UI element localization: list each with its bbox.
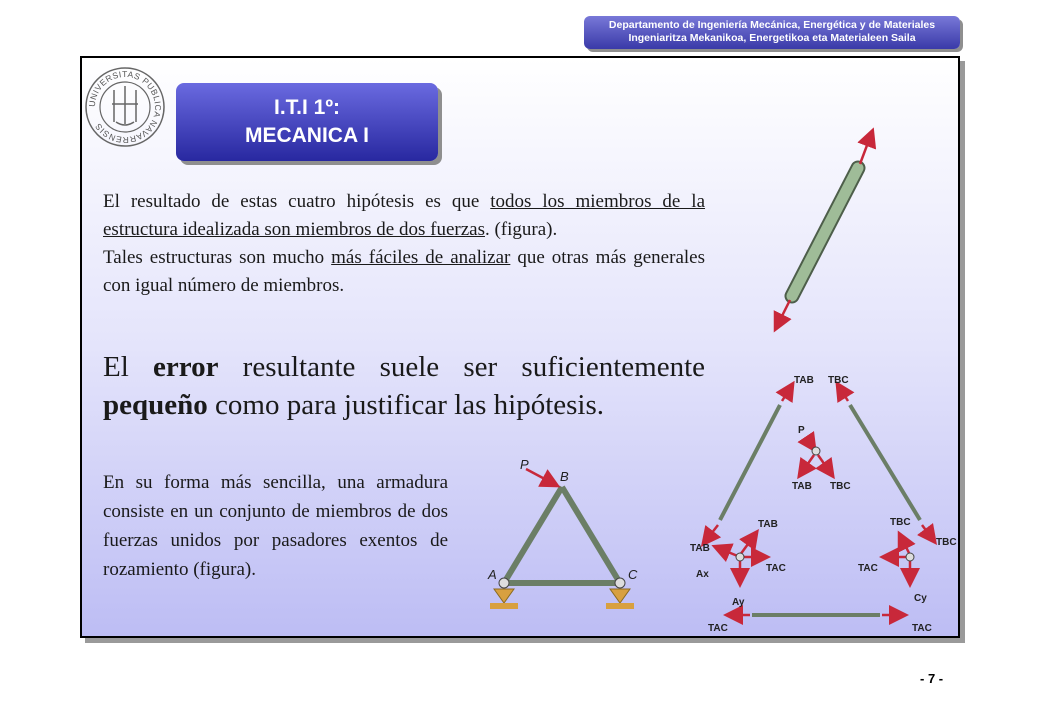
force-label: TBC (936, 537, 957, 548)
underlined-text: todos los miembros de la estructura idealizada son miembros de dos fuerzas (103, 191, 706, 240)
label-p: P (520, 457, 529, 472)
force-label: TAC (766, 563, 786, 574)
force-label: TBC (890, 517, 911, 528)
svg-text:UNIVERSITAS PUBLICA NAVARRENSI: UNIVERSITAS PUBLICA NAVARRENSIS (86, 68, 164, 146)
member-ab (504, 487, 562, 583)
label-c: C (628, 567, 638, 582)
bold-text: error (152, 351, 219, 383)
two-force-member-figure (760, 126, 880, 336)
force-arrow (806, 437, 814, 449)
load-arrow (526, 469, 556, 485)
force-arrow (818, 455, 832, 475)
text-segment: que otras más generales con igual número de miembros. (103, 247, 705, 296)
text-segment: El resultado de estas cuatro hipótesis es que (103, 191, 491, 212)
text-segment: resultante suele ser suficientemente (218, 351, 705, 383)
underlined-text: más fáciles de analizar (331, 247, 511, 268)
force-label: TBC (828, 375, 849, 386)
force-label: TAC (912, 623, 932, 634)
force-label: TBC (830, 481, 851, 492)
course-title-box (176, 83, 438, 161)
force-label: Ay (732, 597, 745, 608)
support-a (494, 589, 514, 603)
simple-truss-figure (480, 455, 660, 615)
force-label: Cy (914, 593, 927, 604)
label-a: A (488, 567, 497, 582)
pin-a (499, 578, 509, 588)
paragraph-truss-definition (103, 468, 448, 584)
force-arrow (740, 533, 756, 555)
pin-c-fbd (906, 553, 914, 561)
force-label: TAB (758, 519, 778, 530)
text-segment: El (103, 351, 153, 383)
force-label: P (798, 425, 805, 436)
course-code: I.T.I 1º: (273, 96, 340, 119)
member-ab-fbd (720, 405, 780, 520)
ground-c (606, 603, 634, 609)
force-arrow (900, 535, 910, 555)
force-label: TAC (858, 563, 878, 574)
force-label: TAB (792, 481, 812, 492)
pin-c (615, 578, 625, 588)
department-name-eu: Ingeniaritza Mekanikoa, Energetikoa eta Materialeen Saila (628, 32, 916, 44)
force-arrow (838, 385, 848, 401)
page-number: - 7 - (920, 671, 944, 686)
member-bc (562, 487, 620, 583)
bold-text: pequeño (103, 389, 208, 421)
paragraph-hypotheses-result (103, 188, 705, 300)
force-label: Ax (696, 569, 709, 580)
force-arrow (860, 132, 872, 164)
course-name: MECANICA I (244, 124, 370, 147)
force-label: TAC (708, 623, 728, 634)
force-label: TAB (794, 375, 814, 386)
support-c (610, 589, 630, 603)
text-segment: . (figura). (484, 219, 558, 240)
text-segment-last: rozamiento (figura). (103, 559, 256, 580)
force-arrow (800, 455, 814, 475)
force-label: TAB (690, 543, 710, 554)
text-segment: Tales estructuras son mucho (103, 247, 332, 268)
university-seal-logo (84, 66, 166, 148)
text-segment: como para justificar las hipótesis. (207, 389, 604, 421)
free-body-diagram-figure (680, 365, 970, 655)
paragraph-error (103, 348, 705, 424)
ground-a (490, 603, 518, 609)
label-b: B (560, 469, 569, 484)
text-segment: En su forma más sencilla, una armadura consiste en un conjunto de miembros de dos fuerzas unidos por pasadores exentos de (103, 472, 448, 551)
force-arrow (782, 385, 792, 401)
department-header (584, 16, 960, 49)
department-name-es: Departamento de Ingeniería Mecánica, Energética y de Materiales (608, 19, 936, 31)
pin-a-fbd (736, 553, 744, 561)
pin-b-fbd (812, 447, 820, 455)
force-arrow (704, 525, 718, 543)
force-arrow (776, 300, 790, 328)
member-bc-fbd (850, 405, 920, 520)
force-arrow (922, 525, 934, 541)
